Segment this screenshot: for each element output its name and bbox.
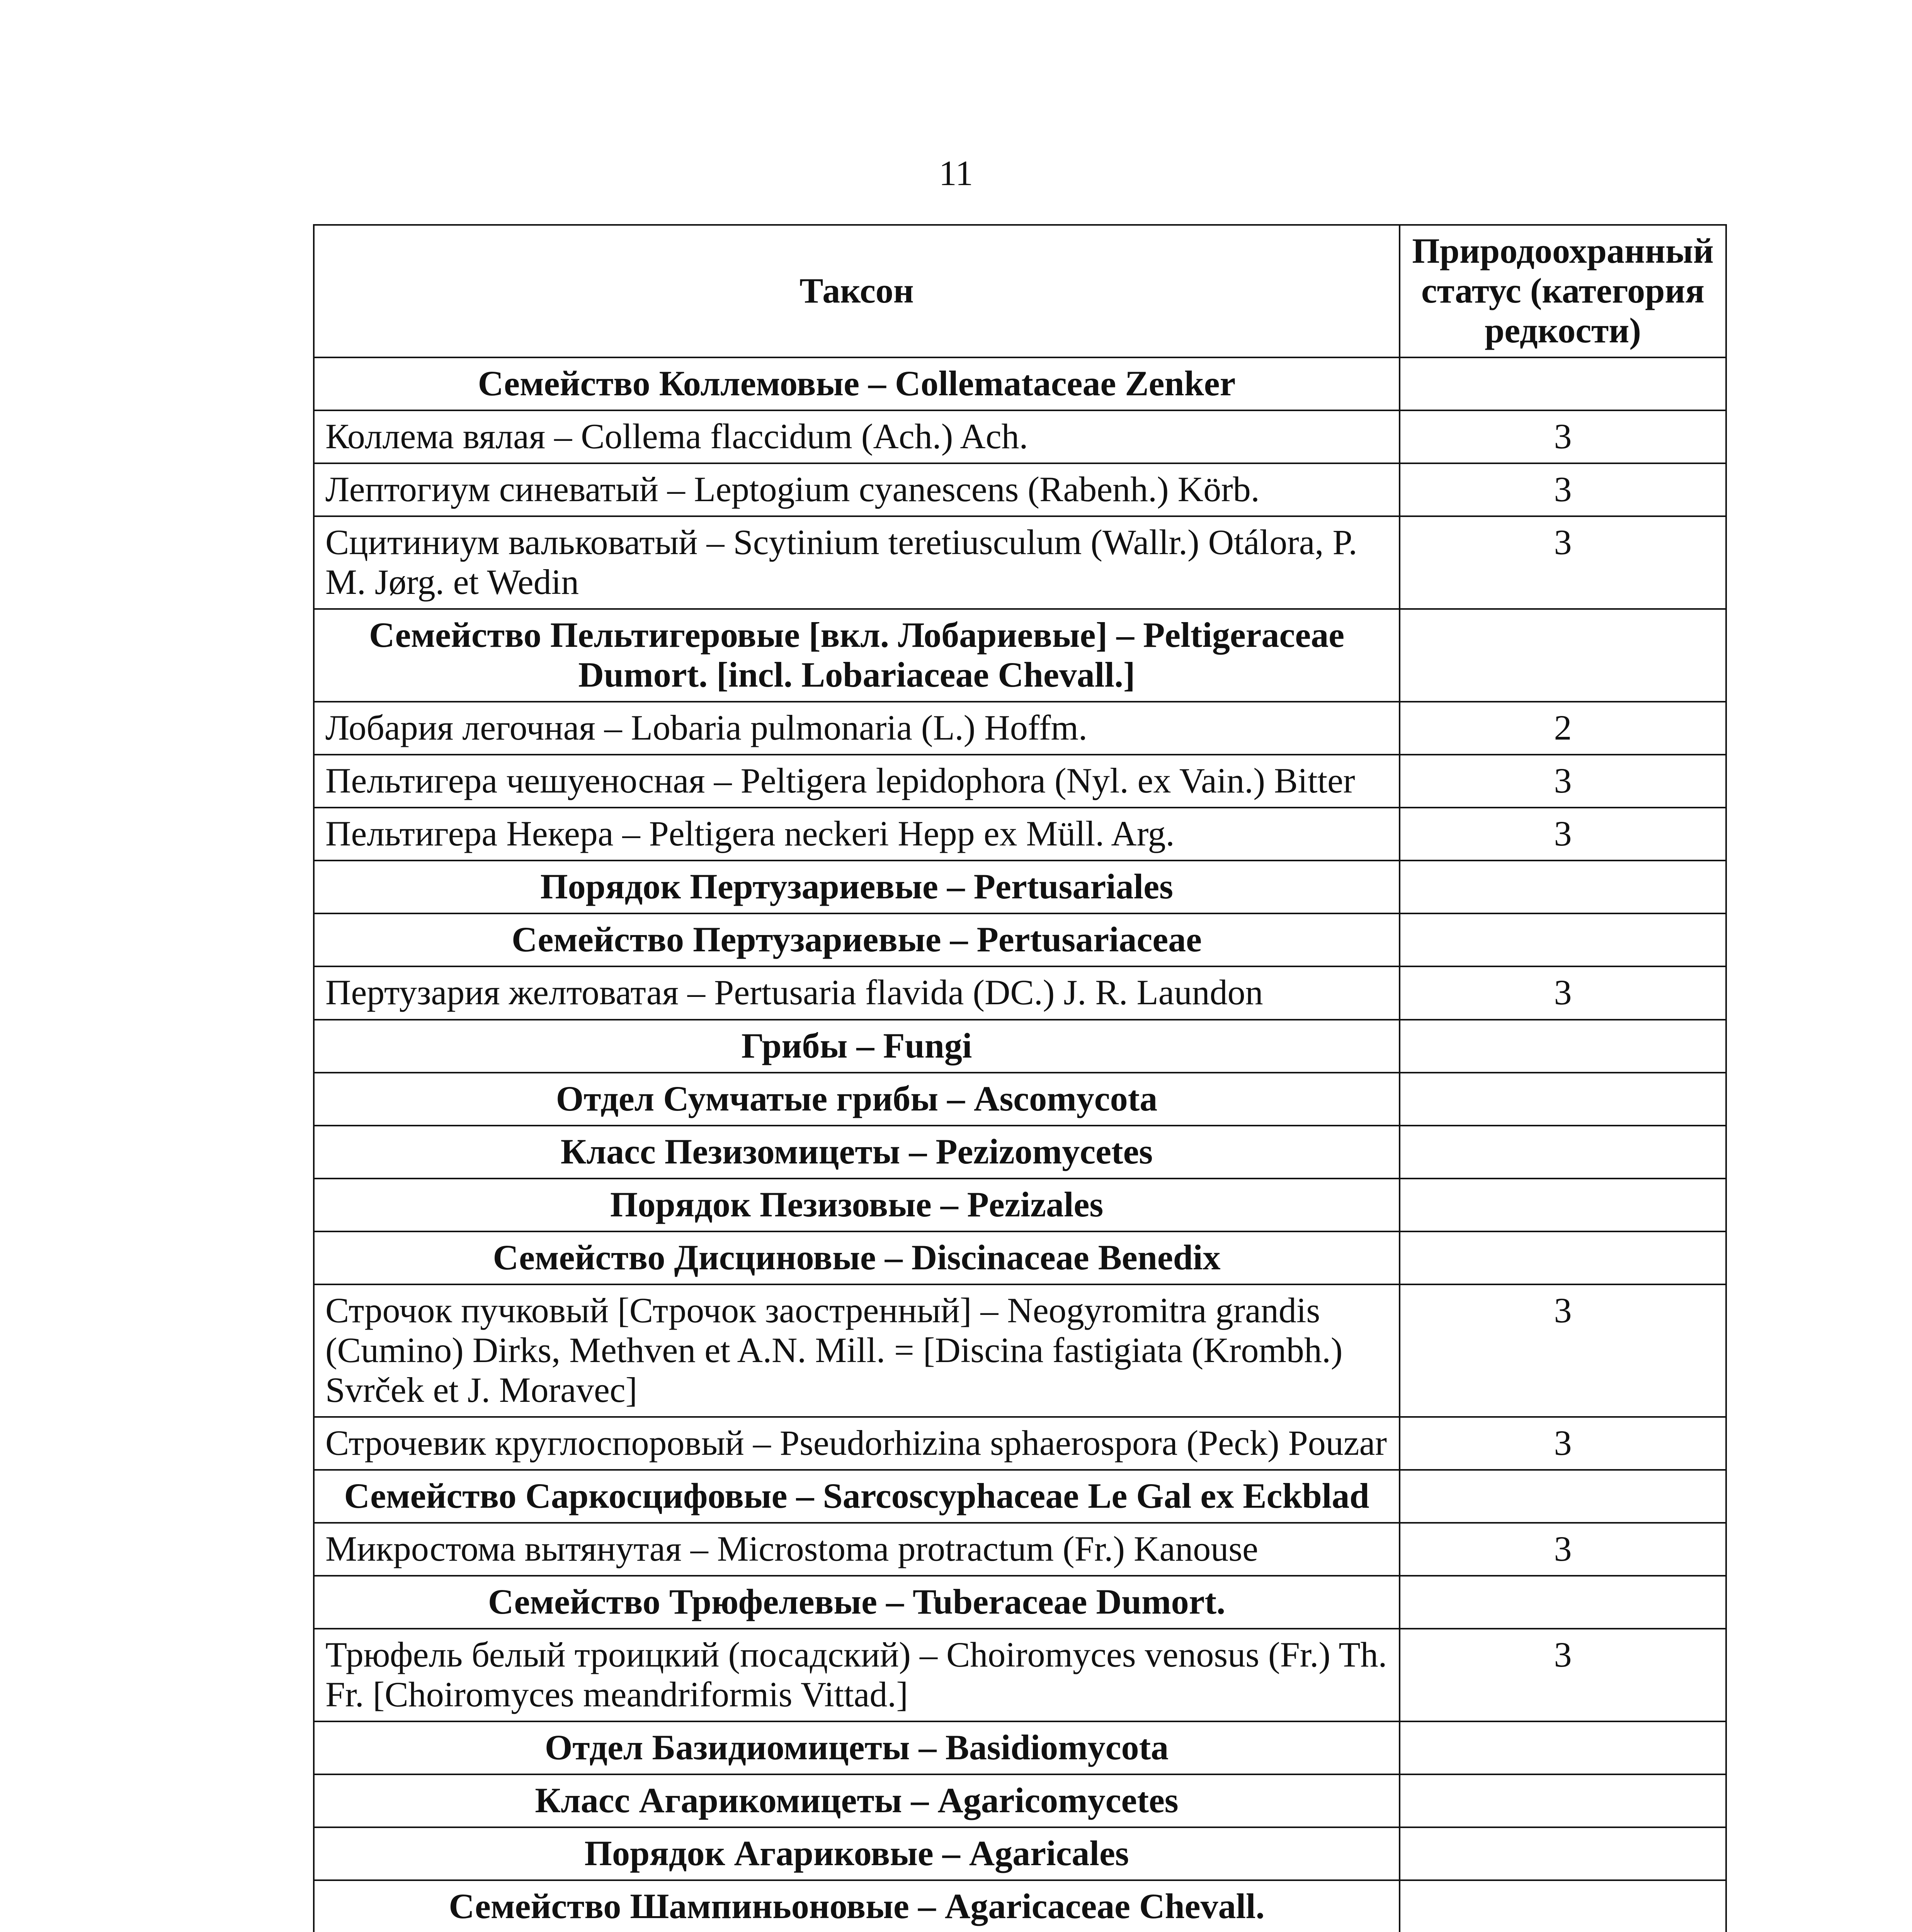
group-name: Семейство Дисциновые – Discinaceae Benedix bbox=[314, 1231, 1400, 1284]
species-row bbox=[314, 808, 1726, 861]
group-name: Семейство Шампиньоновые – Agaricaceae Chevall. bbox=[314, 1880, 1400, 1932]
taxon-group-row bbox=[314, 1880, 1726, 1932]
status-category bbox=[1400, 1073, 1726, 1126]
status-category: 3 bbox=[1400, 410, 1726, 463]
taxon-group-row bbox=[314, 1470, 1726, 1523]
group-name: Семейство Саркосцифовые – Sarcoscyphaceae Le Gal ex Eckblad bbox=[314, 1470, 1400, 1523]
species-row bbox=[314, 463, 1726, 516]
status-category: 3 bbox=[1400, 808, 1726, 861]
status-category bbox=[1400, 1179, 1726, 1231]
group-name: Отдел Сумчатые грибы – Ascomycota bbox=[314, 1073, 1400, 1126]
taxon-group-row bbox=[314, 1126, 1726, 1179]
species-name: Лептогиум синеватый – Leptogium cyanescens (Rabenh.) Körb. bbox=[314, 463, 1400, 516]
taxon-group-row bbox=[314, 861, 1726, 913]
status-category: 3 bbox=[1400, 966, 1726, 1019]
status-category: 2 bbox=[1400, 702, 1726, 755]
status-category: 3 bbox=[1400, 1629, 1726, 1721]
taxon-group-row bbox=[314, 1020, 1726, 1073]
species-name: Микростома вытянутая – Microstoma protractum (Fr.) Kanouse bbox=[314, 1523, 1400, 1576]
status-category: 3 bbox=[1400, 1417, 1726, 1470]
group-name: Семейство Коллемовые – Collemataceae Zenker bbox=[314, 357, 1400, 410]
species-name: Лобария легочная – Lobaria pulmonaria (L.) Hoffm. bbox=[314, 702, 1400, 755]
taxon-group-row bbox=[314, 1774, 1726, 1827]
species-row bbox=[314, 755, 1726, 808]
table-header-row bbox=[314, 225, 1726, 357]
species-row bbox=[314, 1523, 1726, 1576]
status-category: 3 bbox=[1400, 1284, 1726, 1417]
taxon-group-row bbox=[314, 1827, 1726, 1880]
species-row bbox=[314, 410, 1726, 463]
status-category bbox=[1400, 1020, 1726, 1073]
taxon-group-row bbox=[314, 1721, 1726, 1774]
taxon-group-row bbox=[314, 1073, 1726, 1126]
status-category: 3 bbox=[1400, 1523, 1726, 1576]
species-name: Строчок пучковый [Строчок заостренный] – Neogyromitra grandis (Cumino) Dirks, Methven et A.N. Mill. = [Discina fastigiata (Krombh.) Svrček et J. Moravec] bbox=[314, 1284, 1400, 1417]
group-name: Порядок Пезизовые – Pezizales bbox=[314, 1179, 1400, 1231]
group-name: Порядок Пертузариевые – Pertusariales bbox=[314, 861, 1400, 913]
taxon-group-row bbox=[314, 1231, 1726, 1284]
header-taxon: Таксон bbox=[314, 225, 1400, 357]
species-name: Сцитиниум вальковатый – Scytinium teretiusculum (Wallr.) Otálora, P. M. Jørg. et Wedin bbox=[314, 516, 1400, 609]
group-name: Грибы – Fungi bbox=[314, 1020, 1400, 1073]
taxon-group-row bbox=[314, 913, 1726, 966]
taxon-group-row bbox=[314, 1179, 1726, 1231]
species-row bbox=[314, 1629, 1726, 1721]
status-category bbox=[1400, 1880, 1726, 1932]
status-category bbox=[1400, 357, 1726, 410]
group-name: Отдел Базидиомицеты – Basidiomycota bbox=[314, 1721, 1400, 1774]
status-category: 3 bbox=[1400, 516, 1726, 609]
status-category bbox=[1400, 1126, 1726, 1179]
group-name: Семейство Пельтигеровые [вкл. Лобариевые] – Peltigeraceae Dumort. [incl. Lobariaceae Chevall.] bbox=[314, 609, 1400, 702]
species-name: Коллема вялая – Collema flaccidum (Ach.) Ach. bbox=[314, 410, 1400, 463]
species-name: Трюфель белый троицкий (посадский) – Choiromyces venosus (Fr.) Th. Fr. [Choiromyces meandriformis Vittad.] bbox=[314, 1629, 1400, 1721]
status-category bbox=[1400, 1470, 1726, 1523]
group-name: Класс Пезизомицеты – Pezizomycetes bbox=[314, 1126, 1400, 1179]
page-number: 11 bbox=[939, 153, 973, 193]
status-category bbox=[1400, 913, 1726, 966]
species-row bbox=[314, 1284, 1726, 1417]
group-name: Семейство Пертузариевые – Pertusariaceae bbox=[314, 913, 1400, 966]
taxa-table bbox=[313, 224, 1727, 1932]
species-name: Пертузария желтоватая – Pertusaria flavida (DC.) J. R. Laundon bbox=[314, 966, 1400, 1019]
group-name: Класс Агарикомицеты – Agaricomycetes bbox=[314, 1774, 1400, 1827]
header-status: Природоохранный статус (категория редкости) bbox=[1400, 225, 1726, 357]
taxon-group-row bbox=[314, 609, 1726, 702]
status-category bbox=[1400, 1774, 1726, 1827]
species-name: Пельтигера Некера – Peltigera neckeri Hepp ex Müll. Arg. bbox=[314, 808, 1400, 861]
status-category bbox=[1400, 861, 1726, 913]
taxon-group-row bbox=[314, 357, 1726, 410]
status-category bbox=[1400, 1827, 1726, 1880]
status-category bbox=[1400, 609, 1726, 702]
status-category bbox=[1400, 1576, 1726, 1629]
species-row bbox=[314, 966, 1726, 1019]
status-category bbox=[1400, 1721, 1726, 1774]
taxon-group-row bbox=[314, 1576, 1726, 1629]
group-name: Порядок Агариковые – Agaricales bbox=[314, 1827, 1400, 1880]
table-body bbox=[314, 357, 1726, 1932]
species-name: Строчевик круглоспоровый – Pseudorhizina sphaerospora (Peck) Pouzar bbox=[314, 1417, 1400, 1470]
status-category: 3 bbox=[1400, 755, 1726, 808]
species-row bbox=[314, 1417, 1726, 1470]
status-category: 3 bbox=[1400, 463, 1726, 516]
group-name: Семейство Трюфелевые – Tuberaceae Dumort. bbox=[314, 1576, 1400, 1629]
species-row bbox=[314, 516, 1726, 609]
species-row bbox=[314, 702, 1726, 755]
species-name: Пельтигера чешуеносная – Peltigera lepidophora (Nyl. ex Vain.) Bitter bbox=[314, 755, 1400, 808]
status-category bbox=[1400, 1231, 1726, 1284]
